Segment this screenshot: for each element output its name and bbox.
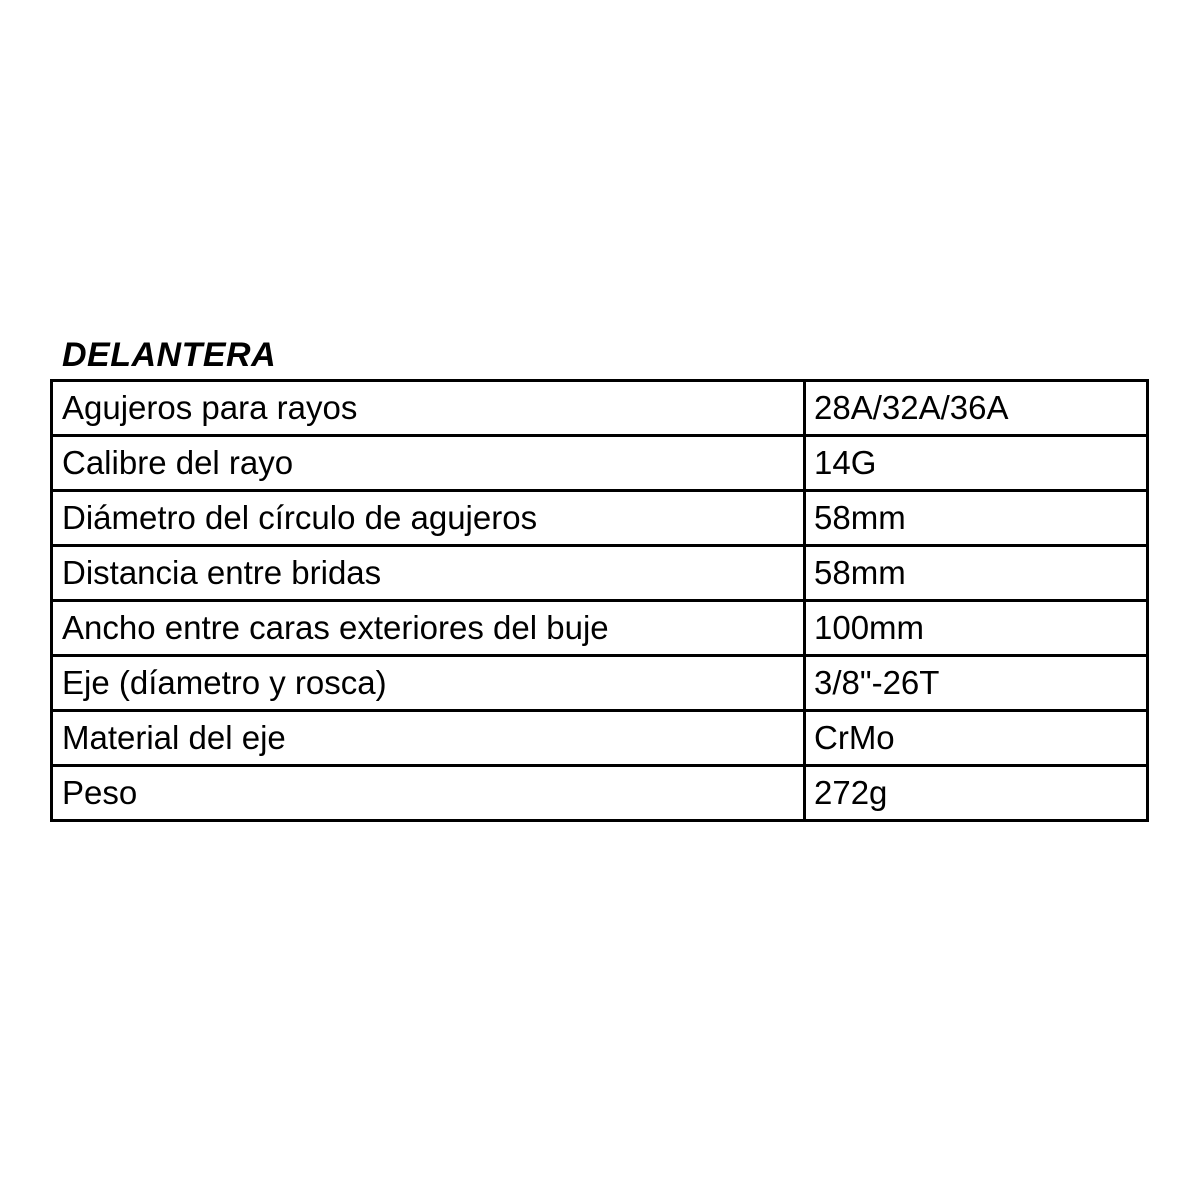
spec-value: 28A/32A/36A <box>805 381 1148 436</box>
spec-label: Peso <box>52 766 805 821</box>
table-row <box>52 766 1148 821</box>
table-row <box>52 381 1148 436</box>
spec-value: 272g <box>805 766 1148 821</box>
spec-table <box>50 379 1149 822</box>
spec-label: Eje (díametro y rosca) <box>52 656 805 711</box>
table-row <box>52 656 1148 711</box>
section-title: DELANTERA <box>62 336 277 374</box>
spec-value: 100mm <box>805 601 1148 656</box>
table-row <box>52 546 1148 601</box>
table-row <box>52 491 1148 546</box>
spec-value: 3/8"-26T <box>805 656 1148 711</box>
spec-value: CrMo <box>805 711 1148 766</box>
spec-label: Distancia entre bridas <box>52 546 805 601</box>
spec-label: Diámetro del círculo de agujeros <box>52 491 805 546</box>
spec-value: 58mm <box>805 491 1148 546</box>
spec-label: Agujeros para rayos <box>52 381 805 436</box>
table-row <box>52 711 1148 766</box>
table-row <box>52 436 1148 491</box>
spec-label: Ancho entre caras exteriores del buje <box>52 601 805 656</box>
table-row <box>52 601 1148 656</box>
spec-value: 14G <box>805 436 1148 491</box>
spec-value: 58mm <box>805 546 1148 601</box>
spec-label: Calibre del rayo <box>52 436 805 491</box>
spec-label: Material del eje <box>52 711 805 766</box>
